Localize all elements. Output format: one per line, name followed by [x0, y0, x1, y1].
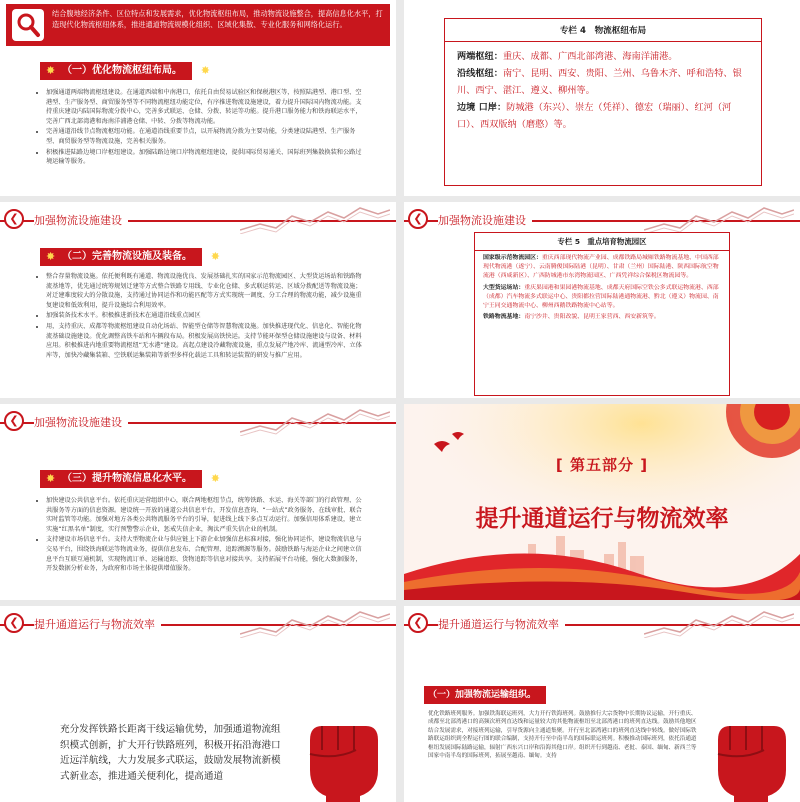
great-wall-icon: [644, 204, 794, 234]
column-box: [444, 18, 762, 186]
bullet-list: [38, 88, 364, 168]
raised-fist-icon: [296, 710, 388, 802]
list-item: • 加强通道两端物流枢纽建设。在通道西端和中南港口，依托自由贸易试验区和保税港区等，按照陆港型、港口型、空港型、生产服务型、商贸服务型等不同物流枢纽功能定位，有序推进物流设施建设，着力提升国际国内物流功能。支持重庆建设内陆国际物流分拨中心，完善多式联运、仓储、分拨、转运等功能。提升港口服务能力和铁海联运水平，完善广西北部湾港和海南洋浦港仓储、中转、分拨等物流功能。: [46, 88, 364, 126]
list-item: • 支持建设市场信息平台。支持大型物流企业与供应链上下游企业加强信息标准对接，强化协同运作，建设物流信息与交易平台，围绕铁海联运等物流业务，提供信息发布、合配管理、追踪溯源等服务。鼓励铁路与海运企业之间建立信息平台互联互通机制，实现物流订单、运输追踪、货物追踪等信息对接共享。支持拓展平台功能，强化大数据服务，开发数据分析业务，为政府和市场主体提供增值服务。: [46, 535, 366, 573]
column-row: [483, 313, 721, 322]
section-heading-text: （三）提升物流信息化水平。: [62, 473, 192, 484]
slide-park-column[interactable]: [404, 202, 800, 398]
back-arrow-icon[interactable]: ❮: [4, 613, 24, 633]
star-icon: ✸: [200, 64, 210, 77]
section-heading-text: （一）优化物流枢纽布局。: [62, 65, 182, 76]
star-icon: ✸: [46, 472, 56, 485]
bullet-list: [38, 496, 366, 575]
intro-paragraph: 充分发挥铁路长距离干线运输优势，加强通道物流组织模式创新，扩大开行铁路班列，积极开拓沿海港口近远洋航线，大力发展多式联运，鼓励发展物流新模式新业态，推进通关便利化，提高通道: [60, 724, 281, 782]
magnifier-icon: [12, 9, 44, 41]
row-text: 防城港（东兴）、崇左（凭祥）、德宏（瑞丽）、红河（河口）、西双版纳（磨憨）等。: [457, 102, 732, 130]
column-title: 专栏 4 物流枢纽布局: [445, 19, 761, 42]
raised-fist-icon: [704, 710, 796, 802]
slide-header: [0, 404, 396, 440]
slide-optimize-hub-layout[interactable]: [0, 0, 396, 196]
star-icon: ✸: [46, 64, 56, 77]
list-item: • 完善通道沿线节点物流枢纽功能。在通道沿线重要节点，以开展物流分拨为主要功能，分类建设陆港型、生产服务型、商贸服务型等物流设施，完善相关服务。: [46, 127, 364, 146]
section-heading: [424, 686, 546, 704]
row-text: 重庆果园港和果园港物流基地、成都天府国际空铁公多式联运物流港、西部（成都）汽车物流多式联运中心、贵阳都拉营国际陆港通物流港、黔北（遵义）物流园、南宁王同交通物流中心、柳州西鹅铁路物流中心站等。: [483, 284, 719, 310]
great-wall-icon: [240, 406, 390, 436]
row-label: 两端枢纽：: [457, 51, 503, 62]
star-icon: ✸: [46, 250, 56, 263]
row-label: 边境 口岸：: [457, 102, 507, 113]
intro-banner: [6, 4, 390, 46]
row-label: 大型货运场站：: [483, 284, 525, 291]
back-arrow-icon[interactable]: ❮: [408, 209, 428, 229]
header-title: 提升通道运行与物流效率: [34, 616, 161, 632]
slide-informatization[interactable]: [0, 404, 396, 600]
column-row: [457, 48, 749, 65]
column-row: [483, 254, 721, 282]
slide-improve-facilities[interactable]: [0, 202, 396, 398]
header-title: 提升通道运行与物流效率: [438, 616, 565, 632]
section-body: 优化铁路班列服务。加强铁海联运班列，大力开行铁海班列。鼓励推行大宗货物中长期协议运输，开行重庆、成都至北部湾港口的高频次班列直达线和运量较大的其他物流枢纽至北部湾港口的班列直达线。鼓励其他地区结合发展需求，对接班列运输，引导货源向主通道集聚。开行至北部湾港口的班列直达线中转线。做好国际铁路联运组织到全程运行图的联合编制，支持开行至中南半岛的国际联运班列。积极推动国际班列，依托沿通道枢纽发展国际陆路运输，辐射广西东兴口岸和沿海其他口岸。组织开行到越南、老挝、泰国、缅甸、新西兰等国家中南半岛的国际班列，拓展至越南、缅甸。支持: [428, 711, 697, 760]
slide-transport-organization[interactable]: [404, 606, 800, 802]
list-item: • 加强装备技术水平。积极推进新技术在通道沿线重点园区: [46, 311, 366, 321]
slide-header: [404, 606, 800, 642]
back-arrow-icon[interactable]: ❮: [4, 209, 24, 229]
slide-header: [0, 202, 396, 238]
row-label: 沿线枢纽：: [457, 68, 503, 79]
section-heading: [40, 470, 220, 488]
slide-hub-column[interactable]: [404, 0, 800, 196]
column-row: [483, 284, 721, 312]
intro-banner-text: 结合腹地经济条件、区位特点和发展需求，优化物流枢纽布局，推动物流设施整合，提高信息化水平，打造现代化物流枢纽体系，推进通道物流规模化组织、区域化集散、专业化服务和网络化运行。: [52, 9, 383, 29]
great-wall-icon: [644, 608, 794, 638]
column-box: [474, 232, 730, 396]
column-row: [457, 99, 749, 133]
great-wall-icon: [240, 608, 390, 638]
row-text: 重庆西部现代物流产业园、成都铁路局城厢铁路物流基地、中国西部现代物流港（遂宁）、云南腾俊国际陆港（昆明）、甘肃（兰州）国际陆港、陕西国际航空物流港（西咸新区）、广西防城港市东湾物流园区、广西凭祥综合保税区物流园等。: [483, 255, 719, 280]
row-text: 南宁沙井、贵阳改貌、昆明王家营西、西安新筑等。: [524, 314, 660, 321]
star-icon: ✸: [210, 250, 220, 263]
back-arrow-icon[interactable]: ❮: [408, 613, 428, 633]
slide-efficiency-intro[interactable]: [0, 606, 396, 802]
header-title: 加强物流设施建设: [34, 212, 128, 228]
section-heading-text: （一）加强物流运输组织。: [428, 690, 537, 700]
star-icon: ✸: [210, 472, 220, 485]
list-item: • 积极推进陆路边境口岸枢纽建设。加强陆路边境口岸物流枢纽建设，提供国际贸易通关、国际班列集散换装和公路过境运输等服务。: [46, 148, 364, 167]
slide-part-five-cover[interactable]: [404, 404, 800, 600]
header-title: 加强物流设施建设: [438, 212, 532, 228]
section-heading-text: （二）完善物流设施及装备。: [62, 251, 192, 262]
slide-header: [0, 606, 396, 642]
column-title: 专栏 5 重点培育物流园区: [475, 233, 729, 251]
row-label: 铁路物流基地：: [483, 314, 525, 321]
cover-title: 提升通道运行与物流效率: [475, 506, 729, 532]
great-wall-icon: [240, 204, 390, 234]
row-label: 国家级示范物流园区：: [483, 255, 542, 261]
back-arrow-icon[interactable]: ❮: [4, 411, 24, 431]
list-item: • 用，支持重庆、成都等物流枢纽建设自动化场站、智能型仓储等智慧物流设施。加快推进现代化、信息化、智能化物流基础设施建设。优化调整高铁车站和车辆段布局。积极发展高铁快运。支持节能环保型仓储设施建设与设备、材料应用。积极推进内地重要物流枢纽“无水港”建设。高起点建设冷藏物流设施，重点发展产地冷库、流通型冷库、立体库等，加快冷藏集装箱、空铁联运集装箱等新型多样化载运工具和转运装置的研发与推广应用。: [46, 322, 366, 360]
section-heading: [40, 62, 210, 80]
part-label: [ 第五部分 ]: [555, 456, 649, 474]
row-text: 重庆、成都、广西北部湾港、海南洋浦港。: [502, 51, 678, 62]
list-item: • 加快建设公共信息平台。依托重庆运营组织中心，联合两地枢纽节点，统筹铁路、水运、海关等部门的行政管理、公共服务等方面的信息资源。建设统一开放的通道公共信息平台，开发信息查询、“一站式”政务服务、在线审批、联合实时监管等功能。加强对地方各类公共物流服务平台的引导，促进线上线下多点互动运行。加强信用体系建设，建立实施“红黑名单”制度，实行预警警示企业，惩戒失信企业，淘汰严重失信企业的机制。: [46, 496, 366, 534]
row-text: 南宁、昆明、西安、贵阳、兰州、乌鲁木齐、呼和浩特、银川、西宁、湛江、遵义、柳州等。: [457, 68, 742, 96]
list-item: • 整合存量物流设施。依托便利既有通道、物流设施优良、发展基础扎实的国家示范物流园区、大型货运场站和铁路物流基地等，优先通过统筹规划迁建等方式整合铁路专用线、专业化仓储、多式联运转运、区域分拨配送等物流设施；对迁建难度较大的分散设施，支持通过协同运作和功能匹配等方式实现统一调度、分工合理的物流功能，减少设施重复建设和低效利用，提升设施综合利用效率。: [46, 272, 366, 310]
bullet-list: [38, 272, 366, 361]
section-heading: [40, 248, 220, 266]
column-row: [457, 65, 749, 99]
header-title: 加强物流设施建设: [34, 414, 128, 430]
